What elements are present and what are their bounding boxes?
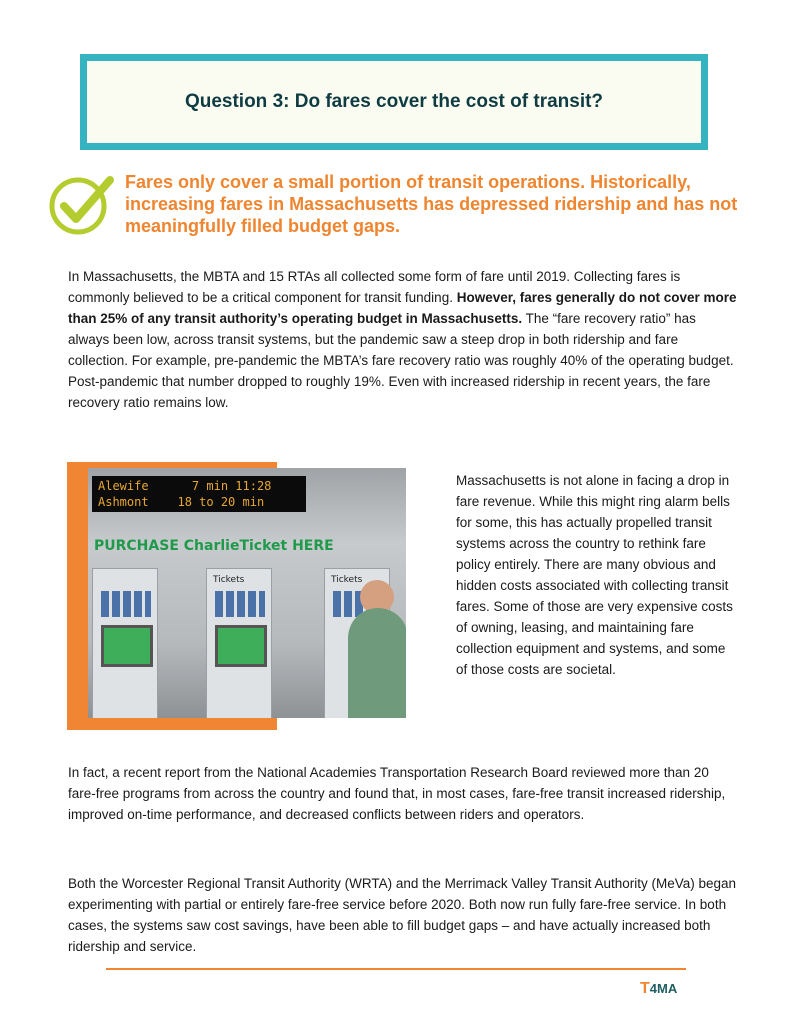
kiosk-label: Tickets (331, 575, 363, 585)
intro-paragraph (68, 266, 738, 413)
purchase-sign: PURCHASE CharlieTicket HERE (94, 538, 334, 554)
sign-line-1: Alewife 7 min 11:28 (98, 479, 272, 493)
research-paragraph: In fact, a recent report from the National Academies Transportation Research Board reviewed more than 20 fare-free programs from across the country and found that, in most cases, fare-free transit increased ridership, improved on-time performance, and decreased conflicts between riders and operators. (68, 765, 726, 822)
kiosk-buttons (215, 591, 265, 617)
intro-text-start: In Massachusetts, the MBTA and 15 RTAs all collected some form of fare until 2019. Collecting fares is commonly believed to be a critical component for transit funding. (68, 269, 681, 305)
person-figure (348, 608, 406, 718)
kiosk-screen (101, 625, 153, 667)
footer-divider (106, 968, 686, 970)
checkmark-icon (48, 170, 116, 238)
kiosk-screen (215, 625, 267, 667)
fare-kiosk (206, 568, 272, 718)
title-box (80, 54, 708, 150)
fare-kiosk (92, 568, 158, 718)
logo-mark: T (640, 980, 650, 997)
train-arrival-sign (92, 476, 306, 512)
kiosk-label: Tickets (213, 575, 245, 585)
logo-text: 4MA (649, 981, 678, 996)
page-title: Question 3: Do fares cover the cost of transit? (184, 91, 604, 112)
kiosk-buttons (101, 591, 151, 617)
intro-text-end: The “fare recovery ratio” has always been low, across transit systems, but the pandemic saw a steep drop in both ridership and fare collection. For example, pre-pandemic the MBTA’s fare recovery ratio was roughly 40% of the operating budget. Post-pandemic that number dropped to roughly 19%. Even with increased ridership in recent years, the fare recovery ratio remains low. (68, 311, 734, 410)
fare-machine-photo (88, 468, 406, 718)
key-finding-callout: Fares only cover a small portion of transit operations. Historically, increasing fares in Massachusetts has depressed ridership and has not meaningfully filled budget gaps. (125, 172, 738, 236)
sign-line-2: Ashmont 18 to 20 min (98, 495, 265, 509)
regional-examples-paragraph: Both the Worcester Regional Transit Authority (WRTA) and the Merrimack Valley Transit Authority (MeVa) began experimenting with partial or entirely fare-free service before 2020. Both now run fully fare-free service. In both cases, the systems saw cost savings, have been able to fill budget gaps – and have actually increased both ridership and service. (68, 876, 737, 954)
side-paragraph: Massachusetts is not alone in facing a drop in fare revenue. While this might ring alarm bells for some, this has actually propelled transit systems across the country to rethink fare policy entirely. There are many obvious and hidden costs associated with collecting transit fares. Some of those are very expensive costs of owning, leasing, and maintaining fare collection equipment and systems, and some of those costs are societal. (456, 473, 733, 677)
intro-bold-statement: However, fares generally do not cover more than 25% of any transit authority’s operating budget in Massachusetts. (68, 290, 737, 326)
t4ma-logo (640, 980, 677, 998)
